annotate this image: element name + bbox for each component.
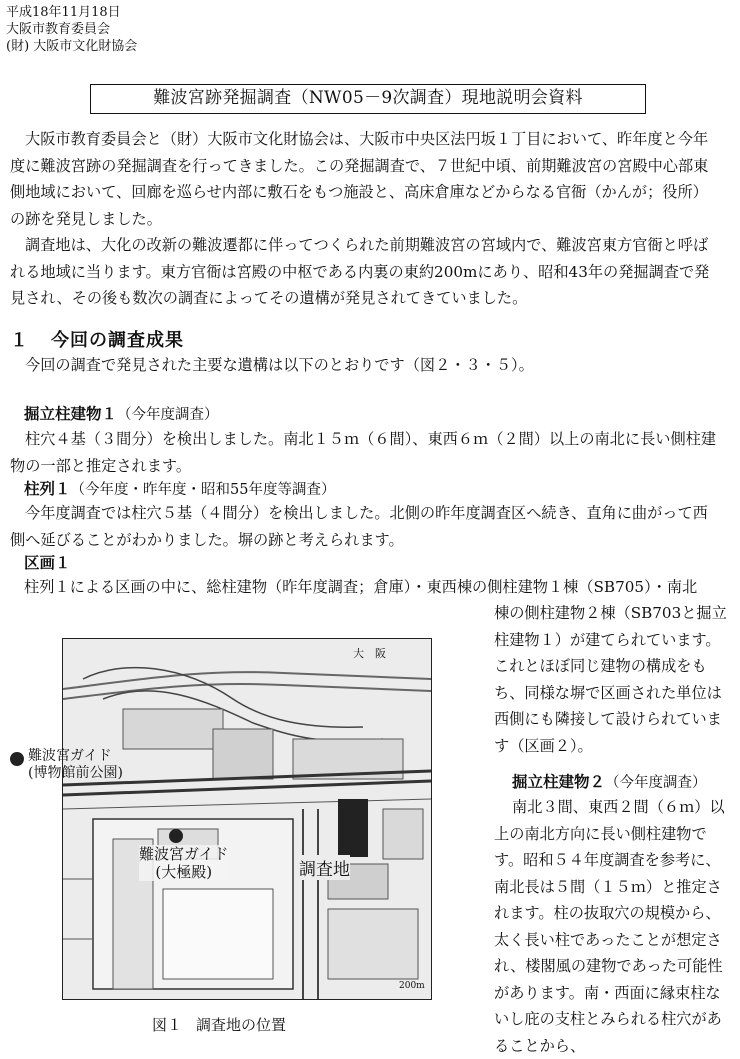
section-intro: 今回の調査で発見された主要な遺構は以下のとおりです（図２・３・５）。 — [25, 356, 534, 374]
map-scale: 200m — [399, 981, 425, 991]
section-title: 今回の調査成果 — [51, 330, 184, 351]
map-label-site: 調査地 — [299, 855, 350, 880]
lead-paragraph-2: 調査地は、大化の改新の難波遷都に伴ってつくられた前期難波宮の宮域内で、難波宮東方官衙と呼ばれる地域に当ります。東方官衙は宮殿の中枢である内裏の東約200mにあり、昭和43年の発掘調査で発見され、その後も数次の調査によってその遺構が発見されてきていました。 — [10, 236, 710, 307]
pillar-row1-note: （今年度・昨年度・昭和55年度等調査） — [70, 482, 336, 498]
park-marker-icon — [10, 752, 24, 766]
figure-caption-text: 調査地の位置 — [196, 1016, 287, 1034]
building2-heading-text: 掘立柱建物２ — [512, 772, 606, 791]
lead-paragraph-1: 大阪市教育委員会と（財）大阪市文化財協会は、大阪市中央区法円坂１丁目において、昨年度と今年度に難波宮跡の発掘調査を行ってきました。この発掘調査で、７世紀中頃、前期難波宮の宮殿中心部東側地域において、回廊を巡らせ内部に敷石をもつ施設と、高床倉庫などからなる官衙（かんが；役所）の跡を発見しました。 — [10, 130, 709, 228]
map-drawing — [63, 639, 431, 999]
section-number: １ — [10, 330, 29, 351]
building2-text: 南北３間、東西２間（６ｍ）以上の南北方向に長い側柱建物です。昭和５４年度調査を参考に、南北長は５間（１５ｍ）と推定されます。柱の抜取穴の規模から、太く長い柱であったことが想定され、楼閣風の建物であった可能性があります。南・西面に縁束柱ないし庇の支柱とみられる柱穴があることから、 — [494, 798, 725, 1055]
map-label-guide: 難波宮ガイド (大極殿) — [139, 845, 229, 881]
zone1-text-narrow: 棟の側柱建物２棟（SB703と掘立柱建物１）が建てられています。これとほぼ同じ建物の構成をもち、同様な塀で区画された単位は西側にも隣接して設けられています（区画２）。 — [494, 604, 727, 755]
pillar-row1-text: 今年度調査では柱穴５基（４間分）を検出しました。北側の昨年度調査区へ続き、直角に曲がって西側へ延びることがわかりました。塀の跡と考えられます。 — [10, 504, 708, 549]
map-label-park: 難波宮ガイド (博物館前公園) — [28, 748, 123, 781]
building1-heading — [24, 402, 219, 424]
building1-note: （今年度調査） — [117, 407, 219, 423]
guide-marker-icon — [169, 829, 183, 843]
org-line-2: (財) 大阪市文化財協会 — [6, 39, 138, 54]
map-label-osaka: 大 阪 — [353, 647, 386, 660]
pillar-row1-heading — [24, 477, 335, 499]
zone1-heading: 区画１ — [24, 553, 71, 572]
zone1-text-wide: 柱列１による区画の中に、総柱建物（昨年度調査；倉庫）・東西棟の側柱建物１棟（SB705）・南北 — [24, 578, 698, 596]
building1-text: 柱穴４基（３間分）を検出しました。南北１５ｍ（６間）、東西６ｍ（２間）以上の南北に長い側柱建物の一部と推定されます。 — [10, 430, 717, 475]
section-heading — [10, 326, 184, 352]
building2-heading — [512, 770, 707, 792]
pillar-row1-heading-text: 柱列１ — [24, 479, 71, 498]
location-map — [62, 638, 432, 1000]
document-title: 難波宮跡発掘調査（NW05－9次調査）現地説明会資料 — [90, 84, 646, 114]
building2-note: （今年度調査） — [605, 775, 707, 791]
figure-caption — [152, 1014, 286, 1035]
document-header — [6, 4, 137, 55]
org-line-1: 大阪市教育委員会 — [6, 22, 111, 37]
date-line: 平成18年11月18日 — [6, 5, 121, 20]
building1-heading-text: 掘立柱建物１ — [24, 404, 118, 423]
figure-number: 図１ — [152, 1016, 183, 1034]
